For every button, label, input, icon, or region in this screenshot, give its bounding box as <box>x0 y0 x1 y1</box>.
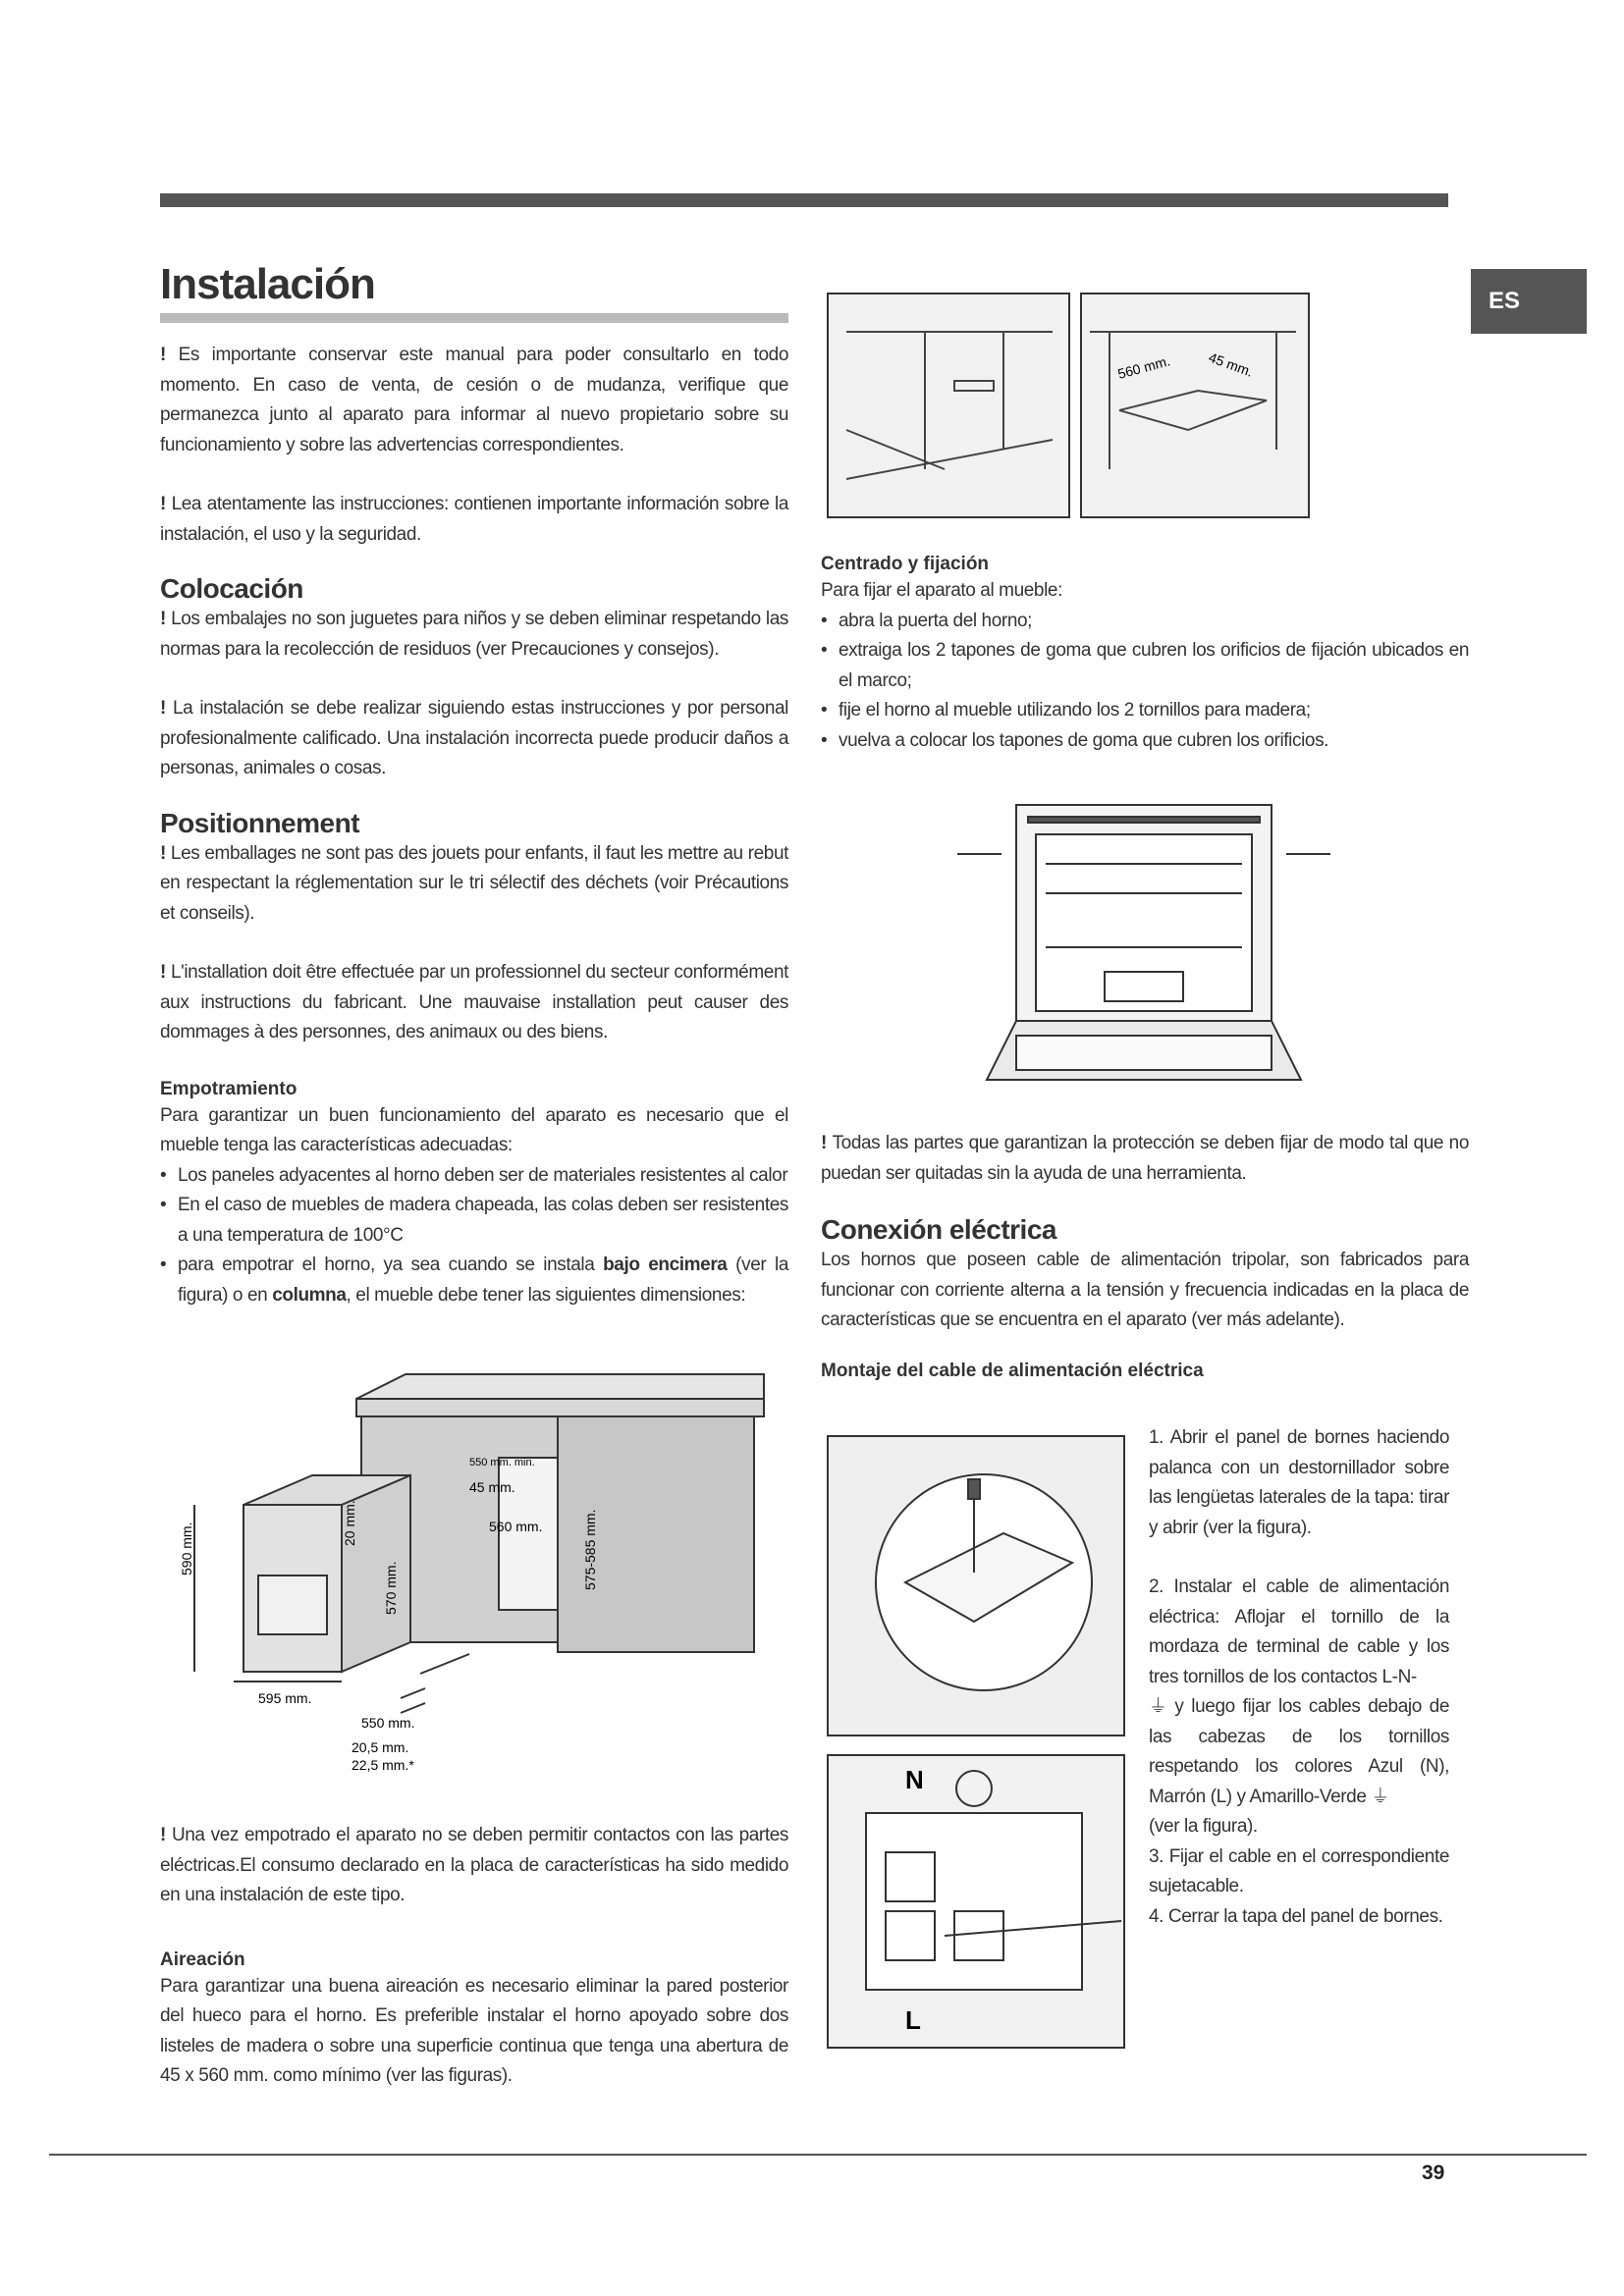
step-1: 1. Abrir el panel de bornes haciendo palanca con un destornillador sobre las lengüetas laterales de la tapa: tirar y abrir (ver la figura). <box>1149 1427 1449 1538</box>
step-2c: (ver la figura). <box>1149 1816 1258 1837</box>
list-item: • En el caso de muebles de madera chapeada, las colas deben ser resistentes a una temperatura de 100°C <box>160 1191 788 1251</box>
warning-paragraph: ! Una vez empotrado el aparato no se deben permitir contactos con las partes eléctricas.El consumo declarado en la placa de características ha sido medido en una instalación de este tipo. <box>160 1825 788 1905</box>
centrado-intro: Para fijar el aparato al mueble: <box>821 580 1062 601</box>
oven-fixing-figure <box>957 785 1330 1097</box>
empotramiento-heading: Empotramiento <box>160 1078 298 1099</box>
conexion-paragraph: Los hornos que poseen cable de alimentación tripolar, son fabricados para funcionar con corriente alterna a la tensión y frecuencia indicadas en la placa de características que se encuentra en el aparato (ver más adelante). <box>821 1250 1469 1330</box>
centrado-section <box>821 553 1469 756</box>
montaje-heading: Montaje del cable de alimentación eléctrica <box>821 1360 1204 1381</box>
colocacion-paragraph-2: ! La instalación se debe realizar siguiendo estas instrucciones y por personal profesionalmente calificado. Una instalación incorrecta puede producir daños a personas, animales o cosas. <box>160 698 788 778</box>
terminal-l-label: L <box>905 2005 921 2035</box>
positionnement-paragraph-1: ! Les emballages ne sont pas des jouets pour enfants, il faut les mettre au rebut en respectant la réglementation sur le tri sélectif des déchets (voir Précautions et conseils). <box>160 842 788 924</box>
dim-label: 45 mm. <box>469 1479 515 1495</box>
left-column <box>160 260 788 1310</box>
dim-label: 45 mm. <box>1206 348 1256 380</box>
intro-paragraph-2: ! Lea atentamente las instrucciones: contienen importante información sobre la instalación, el uso y la seguridad. <box>160 494 788 545</box>
conexion-section <box>821 1129 1469 1383</box>
dim-label: 560 mm. <box>489 1519 543 1534</box>
list-item: • vuelva a colocar los tapones de goma que cubren los orificios. <box>821 726 1469 757</box>
wiring-steps <box>1149 1423 1449 1932</box>
niche-figure-2 <box>1080 293 1310 518</box>
aireacion-heading: Aireación <box>160 1949 245 1970</box>
colocacion-heading: Colocación <box>160 573 303 604</box>
cabinet-dimensions-figure <box>175 1360 784 1801</box>
ground-icon: ⏚ <box>1366 1786 1389 1807</box>
list-item: • Los paneles adyacentes al horno deben ser de materiales resistentes al calor <box>160 1161 788 1192</box>
terminal-box-open-figure <box>827 1435 1125 1736</box>
ground-icon: ⏚ <box>1149 1696 1175 1717</box>
empotramiento-list <box>160 1161 788 1311</box>
intro-paragraph-1: ! Es importante conservar este manual para poder consultarlo en todo momento. En caso de venta, de cesión o de mudanza, verifique que permanezca junto al aparato para informar al nuevo propietario sobre su funcionamiento y sobre las advertencias correspondientes. <box>160 345 788 455</box>
dim-label: 595 mm. <box>258 1690 312 1706</box>
list-item: • extraiga los 2 tapones de goma que cubren los orificios de fijación ubicados en el marco; <box>821 636 1469 696</box>
dim-label: 570 mm. <box>383 1561 399 1615</box>
dim-label: 550 mm. min. <box>469 1457 535 1468</box>
conexion-heading: Conexión eléctrica <box>821 1214 1056 1245</box>
list-item: • abra la puerta del horno; <box>821 607 1469 637</box>
list-item: • para empotrar el horno, ya sea cuando se instala bajo encimera (ver la figura) o en columna, el mueble debe tener las siguientes dimensiones: <box>160 1251 788 1310</box>
todas-paragraph: ! Todas las partes que garantizan la protección se deben fijar de modo tal que no puedan ser quitadas sin la ayuda de una herramienta. <box>821 1133 1470 1184</box>
niche-figure-1 <box>827 293 1070 518</box>
page-number: 39 <box>1422 2162 1445 2184</box>
footer-rule <box>49 2154 1587 2156</box>
positionnement-heading: Positionnement <box>160 807 360 838</box>
dim-label: 20 mm. <box>342 1500 357 1546</box>
colocacion-paragraph-1: ! Los embalajes no son juguetes para niños y se deben eliminar respetando las normas para la recolección de residuos (ver Precauciones y consejos). <box>160 609 788 660</box>
centrado-list <box>821 607 1469 757</box>
positionnement-paragraph-2: ! L'installation doit être effectuée par un professionnel du secteur conformément aux instructions du fabricant. Une mauvaise installation peut causer des dommages à des personnes, des animaux ou des biens. <box>160 962 788 1042</box>
left-lower-column <box>160 1821 788 2092</box>
terminal-wiring-figure <box>827 1754 1125 2049</box>
step-2b: ⏚ y luego fijar los cables debajo de las cabezas de los tornillos respetando los colores Azul (N), Marrón (L) y Amarillo-Verde ⏚ <box>1149 1696 1450 1807</box>
aireacion-paragraph: Para garantizar una buena aireación es necesario eliminar la pared posterior del hueco para el horno. Es preferible instalar el horno apoyado sobre dos listeles de madera o sobre una superficie continua que tenga una abertura de 45 x 560 mm. como mínimo (ver las figuras). <box>160 1975 788 2086</box>
page-title: Instalación <box>160 260 788 323</box>
dim-label: 20,5 mm. <box>352 1739 409 1755</box>
step-2a: 2. Instalar el cable de alimentación eléctrica: Aflojar el tornillo de la mordaza de terminal de cable y los tres tornillos de los contactos L-N- <box>1149 1576 1449 1687</box>
step-3: 3. Fijar el cable en el correspondiente sujetacable. <box>1149 1845 1449 1896</box>
centrado-heading: Centrado y fijación <box>821 554 990 574</box>
step-4: 4. Cerrar la tapa del panel de bornes. <box>1149 1905 1443 1927</box>
terminal-n-label: N <box>905 1765 924 1794</box>
top-rule <box>160 193 1448 207</box>
dim-label: 590 mm. <box>179 1522 194 1575</box>
language-tab: ES <box>1471 269 1587 334</box>
dim-label: 575-585 mm. <box>582 1509 598 1590</box>
dim-label: 22,5 mm.* <box>352 1757 414 1773</box>
dim-label: 550 mm. <box>361 1715 415 1731</box>
dim-label: 560 mm. <box>1115 352 1172 382</box>
empotramiento-paragraph: Para garantizar un buen funcionamiento del aparato es necesario que el mueble tenga las características adecuadas: <box>160 1104 788 1155</box>
list-item: • fije el horno al mueble utilizando los 2 tornillos para madera; <box>821 696 1469 726</box>
